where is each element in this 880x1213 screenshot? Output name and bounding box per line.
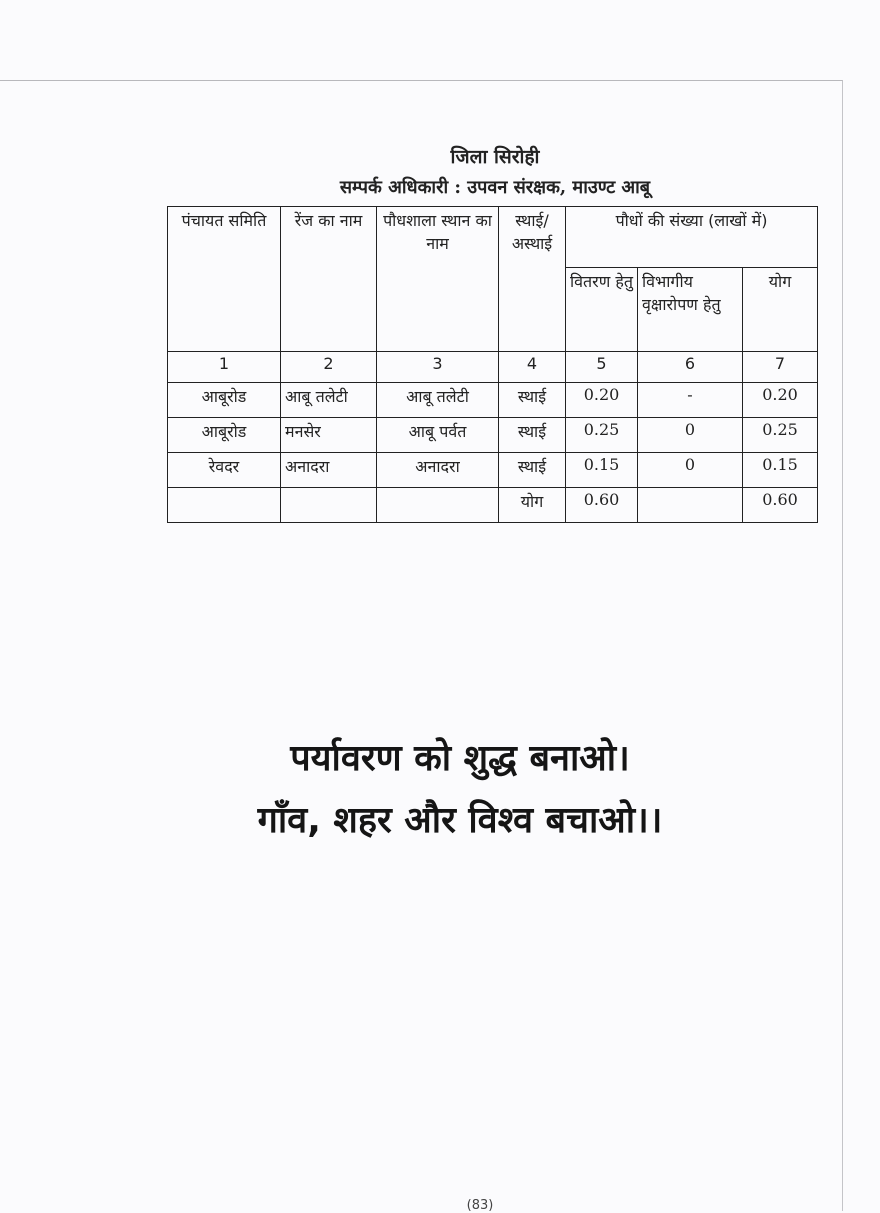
cell-type: स्थाई	[499, 418, 566, 453]
column-number: 2	[281, 352, 377, 383]
header-plant-count: पौधों की संख्या (लाखों में)	[566, 207, 818, 268]
cell-total: 0.20	[743, 383, 818, 418]
cell-departmental: 0	[638, 453, 743, 488]
header-row-1	[168, 207, 818, 268]
column-number: 6	[638, 352, 743, 383]
cell-type: स्थाई	[499, 383, 566, 418]
header-range: रेंज का नाम	[281, 207, 377, 352]
header-type: स्थाई/ अस्थाई	[499, 207, 566, 352]
cell-range: आबू तलेटी	[281, 383, 377, 418]
total-departmental	[638, 488, 743, 523]
cell-distribution: 0.20	[566, 383, 638, 418]
cell-nursery: आबू पर्वत	[377, 418, 499, 453]
header-departmental: विभागीय वृक्षारोपण हेतु	[638, 268, 743, 352]
total-label: योग	[499, 488, 566, 523]
cell-panchayat: आबूरोड	[168, 383, 281, 418]
cell-empty	[377, 488, 499, 523]
page-number: (83)	[466, 1198, 494, 1213]
header-distribution: वितरण हेतु	[566, 268, 638, 352]
column-number: 3	[377, 352, 499, 383]
contact-officer: सम्पर्क अधिकारी : उपवन संरक्षक, माउण्ट आबू	[339, 177, 651, 198]
table-row	[168, 453, 818, 488]
cell-panchayat: आबूरोड	[168, 418, 281, 453]
cell-range: अनादरा	[281, 453, 377, 488]
environment-slogan	[180, 728, 740, 852]
column-number: 5	[566, 352, 638, 383]
cell-total: 0.15	[743, 453, 818, 488]
table-row	[168, 383, 818, 418]
total-distribution: 0.60	[566, 488, 638, 523]
cell-range: मनसेर	[281, 418, 377, 453]
column-number-row	[168, 352, 818, 383]
column-number: 1	[168, 352, 281, 383]
cell-departmental: 0	[638, 418, 743, 453]
document-heading	[168, 143, 822, 199]
slogan-line-2: गाँव, शहर और विश्व बचाओ।।	[257, 800, 663, 841]
cell-type: स्थाई	[499, 453, 566, 488]
cell-total: 0.25	[743, 418, 818, 453]
slogan-line-1: पर्यावरण को शुद्ध बनाओ।	[290, 738, 630, 779]
cell-empty	[281, 488, 377, 523]
cell-panchayat: रेवदर	[168, 453, 281, 488]
column-number: 4	[499, 352, 566, 383]
total-row	[168, 488, 818, 523]
cell-empty	[168, 488, 281, 523]
total-sum: 0.60	[743, 488, 818, 523]
header-panchayat: पंचायत समिति	[168, 207, 281, 352]
cell-distribution: 0.25	[566, 418, 638, 453]
cell-departmental: -	[638, 383, 743, 418]
header-total: योग	[743, 268, 818, 352]
district-title: जिला सिरोही	[450, 146, 540, 168]
cell-nursery: आबू तलेटी	[377, 383, 499, 418]
cell-distribution: 0.15	[566, 453, 638, 488]
cell-nursery: अनादरा	[377, 453, 499, 488]
column-number: 7	[743, 352, 818, 383]
header-nursery: पौधशाला स्थान का नाम	[377, 207, 499, 352]
table-row	[168, 418, 818, 453]
nursery-table	[167, 206, 818, 523]
